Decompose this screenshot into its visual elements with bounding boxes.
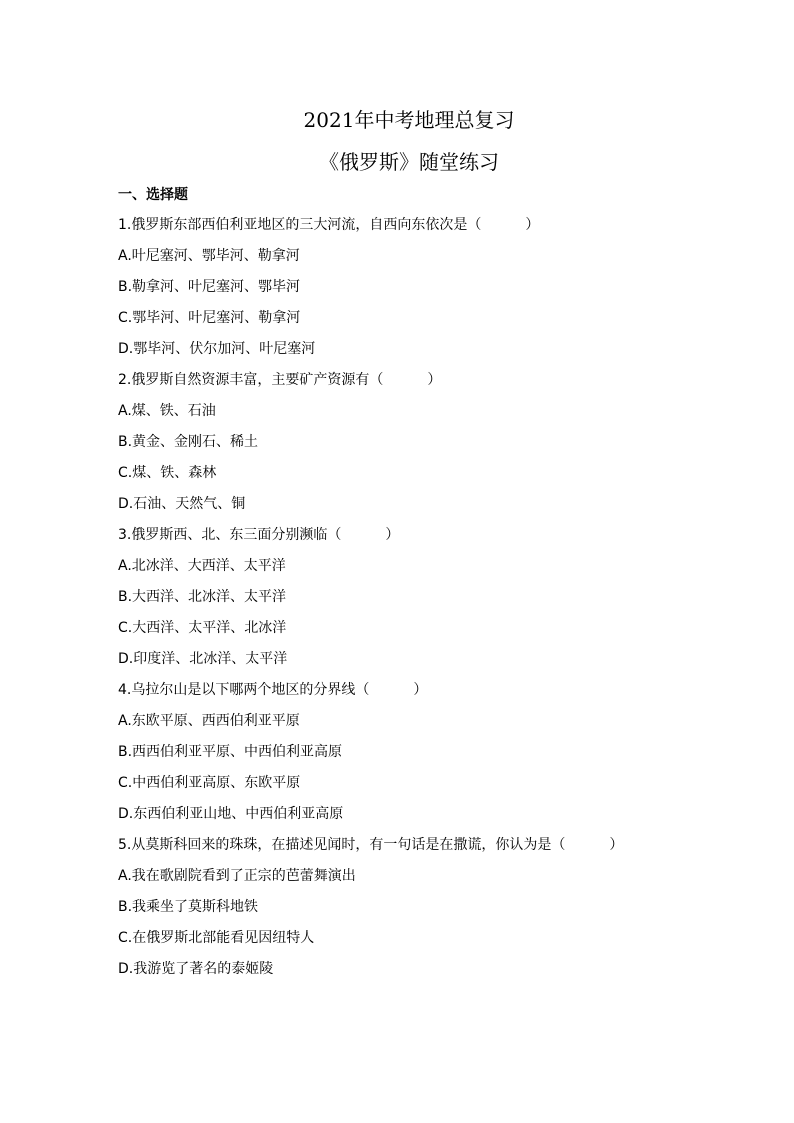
question-stem xyxy=(118,214,758,245)
option-c: C.鄂毕河、叶尼塞河、勒拿河 xyxy=(118,310,301,326)
question-text: 1.俄罗斯东部西伯利亚地区的三大河流，自西向东依次是（ xyxy=(118,217,482,233)
option-d: D.东西伯利亚山地、中西伯利亚高原 xyxy=(118,806,344,822)
closing-paren: ） xyxy=(385,527,400,543)
closing-paren: ） xyxy=(609,837,624,853)
option-a: A.北冰洋、大西洋、太平洋 xyxy=(118,558,286,574)
closing-paren: ） xyxy=(413,682,428,698)
question-text: 5.从莫斯科回来的珠珠，在描述见闻时，有一句话是在撒谎，你认为是（ xyxy=(118,837,566,853)
option-d: D.印度洋、北冰洋、太平洋 xyxy=(118,651,288,667)
question-text: 4.乌拉尔山是以下哪两个地区的分界线（ xyxy=(118,682,370,698)
option-b: B.西西伯利亚平原、中西伯利亚高原 xyxy=(118,744,343,760)
document-title: 2021年中考地理总复习 xyxy=(303,108,515,132)
option-a: A.叶尼塞河、鄂毕河、勒拿河 xyxy=(118,248,300,264)
option-d: D.我游览了著名的泰姬陵 xyxy=(118,961,274,977)
option-b: B.大西洋、北冰洋、太平洋 xyxy=(118,589,287,605)
question-stem xyxy=(118,679,758,710)
option-a: A.东欧平原、西西伯利亚平原 xyxy=(118,713,300,729)
option-a: A.煤、铁、石油 xyxy=(118,403,216,419)
question-stem xyxy=(118,369,758,400)
option-b: B.黄金、金刚石、稀土 xyxy=(118,434,259,450)
option-b: B.我乘坐了莫斯科地铁 xyxy=(118,899,259,915)
question-stem xyxy=(118,834,758,865)
option-d: D.鄂毕河、伏尔加河、叶尼塞河 xyxy=(118,341,316,357)
question-text: 3.俄罗斯西、北、东三面分别濒临（ xyxy=(118,527,342,543)
question-stem xyxy=(118,524,758,555)
option-a: A.我在歌剧院看到了正宗的芭蕾舞演出 xyxy=(118,868,356,884)
question-list xyxy=(118,214,758,989)
question-text: 2.俄罗斯自然资源丰富，主要矿产资源有（ xyxy=(118,372,384,388)
option-c: C.大西洋、太平洋、北冰洋 xyxy=(118,620,287,636)
closing-paren: ） xyxy=(427,372,442,388)
closing-paren: ） xyxy=(525,217,540,233)
section-heading: 一、选择题 xyxy=(118,187,188,203)
option-c: C.在俄罗斯北部能看见因纽特人 xyxy=(118,930,315,946)
option-c: C.煤、铁、森林 xyxy=(118,465,217,481)
document-subtitle: 《俄罗斯》随堂练习 xyxy=(319,150,499,174)
option-c: C.中西伯利亚高原、东欧平原 xyxy=(118,775,301,791)
option-b: B.勒拿河、叶尼塞河、鄂毕河 xyxy=(118,279,301,295)
option-d: D.石油、天然气、铜 xyxy=(118,496,246,512)
